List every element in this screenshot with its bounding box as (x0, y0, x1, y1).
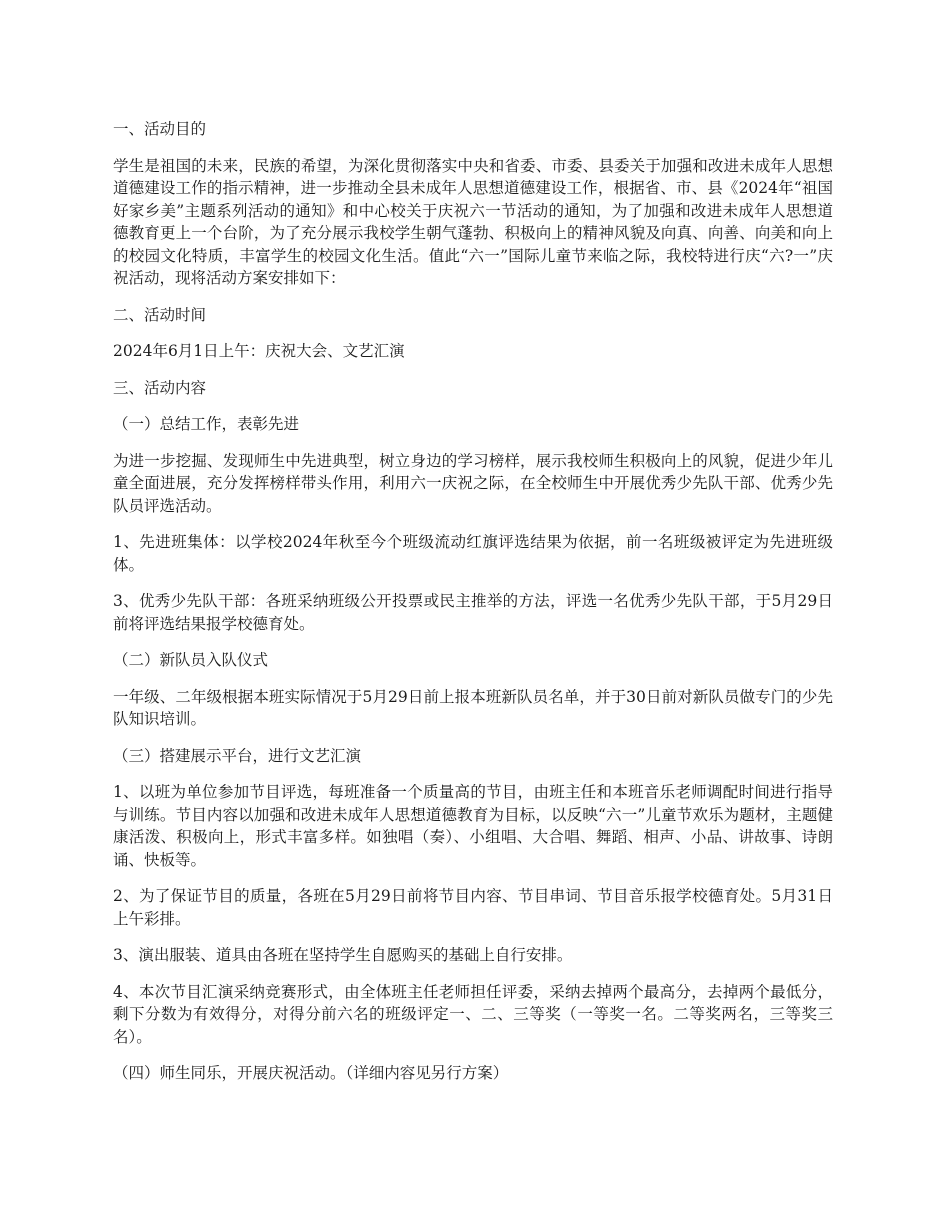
paragraph-excellent-cadre: 3、优秀少先队干部：各班采纳班级公开投票或民主推举的方法，评选一名优秀少先队干部，于5月29日前将评选结果报学校德育处。 (113, 592, 833, 633)
paragraph-time: 2024年6月1日上午：庆祝大会、文艺汇演 (113, 342, 405, 360)
paragraph-performance-4: 4、本次节目汇演采纳竞赛形式，由全体班主任老师担任评委，采纳去掉两个最高分，去掉两个最低分，剩下分数为有效得分，对得分前六名的班级评定一、二、三等奖（一等奖一名。二等奖两名，三等奖三名）。 (113, 982, 833, 1046)
subheading-performance: （三）搭建展示平台，进行文艺汇演 (113, 746, 362, 765)
subheading-commend: （一）总结工作，表彰先进 (113, 415, 300, 433)
subheading-induction: （二）新队员入队仪式 (113, 651, 269, 669)
paragraph-performance-2: 2、为了保证节目的质量，各班在5月29日前将节目内容、节目串词、节目音乐报学校德育处。5月31日上午彩排。 (113, 887, 833, 928)
paragraph-induction: 一年级、二年级根据本班实际情况于5月29日前上报本班新队员名单，并于30日前对新队员做专门的少先队知识培训。 (113, 687, 833, 728)
subheading-celebration: （四）师生同乐，开展庆祝活动。（详细内容见另行方案） (113, 1064, 509, 1082)
paragraph-performance-3: 3、演出服装、道具由各班在坚持学生自愿购买的基础上自行安排。 (113, 946, 573, 964)
section-heading-purpose: 一、活动目的 (113, 120, 207, 138)
section-heading-content: 三、活动内容 (113, 378, 207, 397)
paragraph-performance-1: 1、以班为单位参加节目评选，每班准备一个质量高的节目，由班主任和本班音乐老师调配时间进行指导与训练。节目内容以加强和改进未成年人思想道德教育为目标，以反映“六一”儿童节欢乐为题材，主题健康活泼、积极向上，形式丰富多样。如独唱（奏）、小组唱、大合唱、舞蹈、相声、小品、讲故事、诗朗诵、快板等。 (113, 783, 833, 869)
paragraph-commend-intro: 为进一步挖掘、发现师生中先进典型，树立身边的学习榜样，展示我校师生积极向上的风貌，促进少年儿童全面进展，充分发挥榜样带头作用，利用六一庆祝之际，在全校师生中开展优秀少先队干部、优秀少先队员评选活动。 (113, 451, 833, 515)
document-page (113, 118, 833, 1099)
section-heading-time: 二、活动时间 (113, 305, 207, 324)
paragraph-advanced-class: 1、先进班集体：以学校2024年秋至今个班级流动红旗评选结果为依据，前一名班级被评定为先进班级体。 (113, 533, 833, 574)
paragraph-purpose: 学生是祖国的未来，民族的希望，为深化贯彻落实中央和省委、市委、县委关于加强和改进未成年人思想道德建设工作的指示精神，进一步推动全县未成年人思想道德建设工作，根据省、市、县《2024年“祖国好家乡美”主题系列活动的通知》和中心校关于庆祝六一节活动的通知，为了加强和改进未成年人思想道德教育更上一个台阶，为了充分展示我校学生朝气蓬勃、积极向上的精神风貌及向真、向善、向美和向上的校园文化特质，丰富学生的校园文化生活。值此“六一”国际儿童节来临之际，我校特进行庆“六?一”庆祝活动，现将活动方案安排如下： (113, 156, 833, 287)
